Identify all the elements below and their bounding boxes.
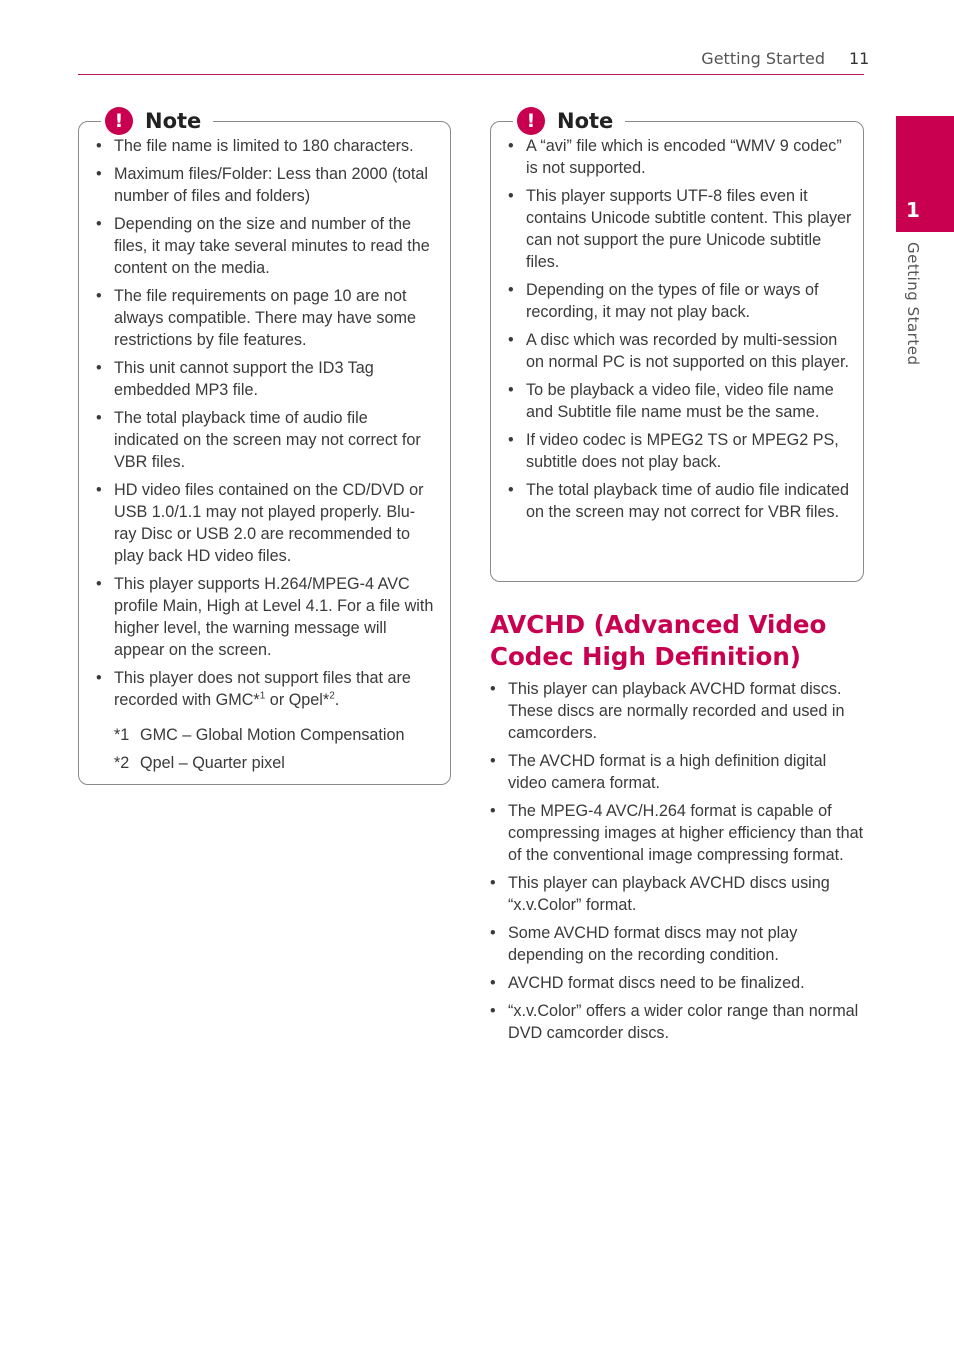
- bullet: •: [96, 359, 102, 377]
- list-item: [490, 922, 865, 966]
- list-item: [508, 329, 853, 373]
- list-item-text: Depending on the types of file or ways of recording, it may not play back.: [526, 281, 819, 321]
- list-item: [508, 185, 853, 273]
- list-item-text: This unit cannot support the ID3 Tag embedded MP3 file.: [114, 359, 374, 399]
- bullet: •: [490, 1002, 496, 1020]
- list-item-text: The AVCHD format is a high definition digital video camera format.: [508, 752, 827, 792]
- note-title-left: Note: [145, 109, 202, 133]
- list-item-text: A “avi” file which is encoded “WMV 9 codec” is not supported.: [526, 137, 842, 177]
- footnote-list: [96, 724, 405, 780]
- list-item: [508, 479, 853, 523]
- note-header-right: [513, 104, 625, 138]
- bullet: •: [508, 137, 514, 155]
- avchd-list: [490, 678, 865, 1050]
- bullet: •: [96, 409, 102, 427]
- list-item: [96, 573, 434, 661]
- list-item-text: The MPEG-4 AVC/H.264 format is capable of compressing images at higher efficiency than that of the conventional image compressing format.: [508, 802, 864, 864]
- bullet: •: [490, 680, 496, 698]
- bullet: •: [508, 381, 514, 399]
- list-item-text: The file requirements on page 10 are not always compatible. There may have some restrictions by file features.: [114, 287, 417, 349]
- list-item-text: If video codec is MPEG2 TS or MPEG2 PS, subtitle does not play back.: [526, 431, 839, 471]
- list-item-text: HD video files contained on the CD/DVD or USB 1.0/1.1 may not played properly. Blu-ray Disc or USB 2.0 are recommended to play back HD video files.: [114, 481, 424, 565]
- list-item: [96, 357, 434, 401]
- list-item: [96, 479, 434, 567]
- list-item-text: The file name is limited to 180 characters.: [114, 137, 414, 155]
- list-item: [96, 163, 434, 207]
- bullet: •: [490, 802, 496, 820]
- bullet: •: [508, 331, 514, 349]
- bullet: •: [508, 281, 514, 299]
- bullet: •: [96, 669, 102, 687]
- bullet: •: [508, 431, 514, 449]
- note-box-right: [490, 109, 864, 582]
- list-item-text: Some AVCHD format discs may not play depending on the recording condition.: [508, 924, 798, 964]
- list-item: [508, 279, 853, 323]
- list-item: [96, 135, 434, 157]
- list-item: [96, 407, 434, 473]
- list-item-text: This player can playback AVCHD format discs. These discs are normally recorded and used in camcorders.: [508, 680, 845, 742]
- list-item-text: The total playback time of audio file indicated on the screen may not correct for VBR files.: [114, 409, 421, 471]
- footnote-mark: *2: [114, 754, 130, 772]
- exclamation-icon: !: [105, 107, 133, 135]
- bullet: •: [490, 924, 496, 942]
- list-item-text: This player can playback AVCHD discs using “x.v.Color” format.: [508, 874, 830, 914]
- list-item: [96, 285, 434, 351]
- text-segment: or Qpel*: [265, 691, 330, 709]
- note-box-left: [78, 109, 451, 785]
- list-item-text: “x.v.Color” offers a wider color range than normal DVD camcorder discs.: [508, 1002, 859, 1042]
- bullet: •: [96, 215, 102, 233]
- list-item-text: Depending on the size and number of the files, it may take several minutes to read the content on the media.: [114, 215, 430, 277]
- bullet: •: [508, 481, 514, 499]
- list-item-text: A disc which was recorded by multi-session on normal PC is not supported on this player.: [526, 331, 850, 371]
- list-item-text: The total playback time of audio file indicated on the screen may not correct for VBR files.: [526, 481, 850, 521]
- list-item: [508, 135, 853, 179]
- footnote-text: Qpel – Quarter pixel: [140, 754, 285, 772]
- note-title-right: Note: [557, 109, 614, 133]
- bullet: •: [96, 481, 102, 499]
- list-item: [490, 678, 865, 744]
- bullet: •: [96, 575, 102, 593]
- bullet: •: [96, 165, 102, 183]
- list-item: [490, 750, 865, 794]
- note-list-left: [96, 135, 434, 717]
- exclamation-icon: !: [517, 107, 545, 135]
- footnote-text: GMC – Global Motion Compensation: [140, 726, 405, 744]
- list-item-text: [114, 669, 411, 709]
- section-title-avchd: AVCHD (Advanced Video Codec High Definition): [490, 610, 827, 671]
- page-number: 11: [849, 49, 870, 68]
- list-item-text: This player supports UTF-8 files even it contains Unicode subtitle content. This player can not support the pure Unicode subtitle files.: [526, 187, 852, 271]
- chapter-tab: [896, 116, 954, 232]
- footnote-ref-1: 1: [259, 690, 266, 702]
- list-item-text: To be playback a video file, video file name and Subtitle file name must be the same.: [526, 381, 834, 421]
- list-item: [508, 429, 853, 473]
- list-item-text: AVCHD format discs need to be finalized.: [508, 974, 805, 992]
- bullet: •: [96, 137, 102, 155]
- bullet: •: [490, 752, 496, 770]
- bullet: •: [490, 874, 496, 892]
- note-header-left: [101, 104, 213, 138]
- footnote-ref-2: 2: [329, 690, 335, 702]
- chapter-number: 1: [906, 198, 920, 222]
- footnote-mark: *1: [114, 726, 130, 744]
- bullet: •: [490, 974, 496, 992]
- list-item-text: This player supports H.264/MPEG-4 AVC profile Main, High at Level 4.1. For a file with higher level, the warning message will appear on the screen.: [114, 575, 434, 659]
- list-item: [490, 972, 865, 994]
- bullet: •: [508, 187, 514, 205]
- header-rule: [78, 74, 864, 75]
- text-segment: .: [334, 691, 340, 709]
- list-item: [96, 213, 434, 279]
- running-header-section: Getting Started: [701, 49, 825, 68]
- note-list-right: [508, 135, 853, 529]
- list-item: [490, 872, 865, 916]
- footnote: [114, 752, 405, 774]
- list-item: [490, 800, 865, 866]
- chapter-tab-label: Getting Started: [904, 242, 922, 366]
- list-item: [96, 667, 434, 711]
- list-item: [490, 1000, 865, 1044]
- list-item: [508, 379, 853, 423]
- bullet: •: [96, 287, 102, 305]
- footnote: [114, 724, 405, 746]
- text-segment: This player does not support files that are recorded with GMC*: [114, 669, 411, 709]
- list-item-text: Maximum files/Folder: Less than 2000 (total number of files and folders): [114, 165, 428, 205]
